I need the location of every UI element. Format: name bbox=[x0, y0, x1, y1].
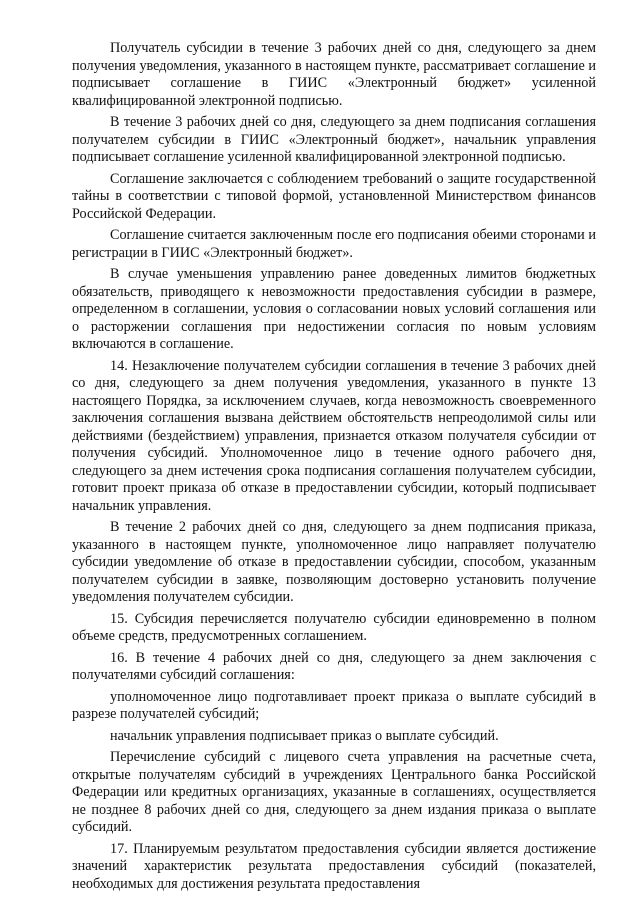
paragraph-agreement-signing-head: В течение 3 рабочих дней со дня, следующего за днем подписания соглашения получателем субсидии в ГИИС «Электронный бюджет», начальник управления подписывает соглашение усиленной квалифицированной электронной подписью. bbox=[72, 114, 596, 165]
paragraph-limits-reduction: В случае уменьшения управлению ранее доведенных лимитов бюджетных обязательств, приводящего к невозможности предоставления субсидии в размере, определенном в соглашении, условия о согласовании новых условий соглашения или о расторжении соглашения при недостижении согласия по новым условиям включаются в соглашение. bbox=[72, 266, 596, 352]
paragraph-state-secret: Соглашение заключается с соблюдением требований о защите государственной тайны в соответствии с типовой формой, установленной Министерством финансов Российской Федерации. bbox=[72, 170, 596, 222]
document-page bbox=[72, 40, 596, 897]
paragraph-order-sign: начальник управления подписывает приказ о выплате субсидий. bbox=[110, 727, 499, 744]
paragraph-agreement-signing-recipient: Получатель субсидии в течение 3 рабочих дней со дня, следующего за днем получения уведомления, указанного в настоящем пункте, рассматривает соглашение и подписывает соглашение в ГИИС «Электронный бюджет» усиленной квалифицированной электронной подписью. bbox=[72, 40, 596, 109]
paragraph-agreement-concluded: Соглашение считается заключенным после его подписания обеими сторонами и регистрации в ГИИС «Электронный бюджет». bbox=[72, 227, 596, 261]
paragraph-item-17: 17. Планируемым результатом предоставления субсидии является достижение значений характеристик результата предоставления субсидий (показателей, необходимых для достижения результата предоставления bbox=[72, 840, 596, 892]
paragraph-transfer: Перечисление субсидий с лицевого счета управления на расчетные счета, открытые получателям субсидий в учреждениях Центрального банка Российской Федерации или кредитных организациях, указанные в соглашениях, осуществляется не позднее 8 рабочих дней со дня, следующего за днем издания приказа о выплате субсидий. bbox=[72, 749, 596, 835]
paragraph-item-15: 15. Субсидия перечисляется получателю субсидии единовременно в полном объеме средств, предусмотренных соглашением. bbox=[72, 610, 596, 644]
paragraph-item-16: 16. В течение 4 рабочих дней со дня, следующего за днем заключения с получателями субсидий соглашения: bbox=[72, 649, 596, 683]
paragraph-refusal-notice: В течение 2 рабочих дней со дня, следующего за днем подписания приказа, указанного в настоящем пункте, уполномоченное лицо направляет получателю субсидии уведомление об отказе в предоставлении субсидии, способом, указанным получателем субсидии в заявке, позволяющим достоверно установить получение уведомления получателем субсидии. bbox=[72, 519, 596, 605]
paragraph-order-draft: уполномоченное лицо подготавливает проект приказа о выплате субсидий в разрезе получателей субсидий; bbox=[72, 688, 596, 722]
paragraph-item-14: 14. Незаключение получателем субсидии соглашения в течение 3 рабочих дней со дня, следующего за днем получения уведомления, указанного в пункте 13 настоящего Порядка, за исключением случаев, когда невозможность своевременного заключения соглашения вызвана действием обстоятельств непреодолимой силы или действиями (бездействием) управления, признается отказом получателя субсидии от получения субсидий. Уполномоченное лицо в течение одного рабочего дня, следующего за днем истечения срока подписания соглашения получателем субсидии, готовит проект приказа об отказе в предоставлении субсидии, который подписывает начальник управления. bbox=[72, 357, 596, 514]
